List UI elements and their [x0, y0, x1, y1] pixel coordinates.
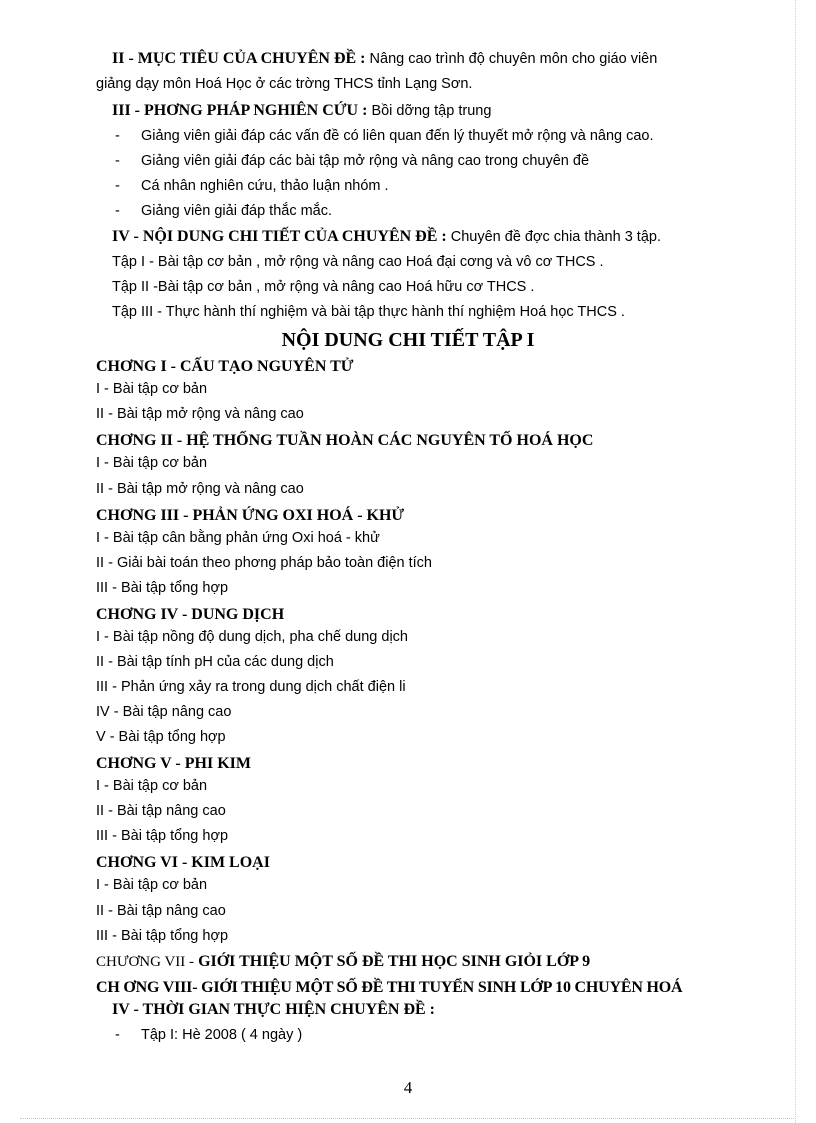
chapter-item: II - Giải bài toán theo phơng pháp bảo toàn điện tích [96, 555, 432, 571]
chapter-item: II - Bài tập nâng cao [96, 903, 226, 919]
objectives-text: Nâng cao trình độ chuyên môn cho giáo viên [369, 51, 658, 67]
chapter-item: II - Bài tập mở rộng và nâng cao [96, 406, 304, 422]
footer-divider [20, 1118, 796, 1119]
chapter-item: I - Bài tập cơ bản [96, 455, 208, 471]
methods-heading: III - PHƠNG PHÁP NGHIÊN CỨU : [112, 102, 368, 119]
chapter-item: III - Bài tập tổng hợp [96, 828, 229, 844]
schedule-item: - Tập I: Hè 2008 ( 4 ngày ) [115, 1027, 303, 1043]
volume-item: Tập II -Bài tập cơ bản , mở rộng và nâng cao Hoá hữu cơ THCS . [112, 279, 535, 295]
objectives-line-2: giảng dạy môn Hoá Học ở các trờng THCS tỉnh Lạng Sơn. [96, 76, 473, 92]
page-number: 4 [403, 1078, 413, 1097]
chapter-title: CHƠNG I - CẤU TẠO NGUYÊN TỬ [96, 358, 354, 375]
chapter-title: CHƠNG III - PHẢN ỨNG OXI HOÁ - KHỬ [96, 507, 405, 524]
chapter-item: II - Bài tập nâng cao [96, 803, 226, 819]
chapter-title: CHƠNG VI - KIM LOẠI [96, 854, 270, 871]
objectives-line-1 [112, 50, 657, 68]
chapter-item: I - Bài tập nồng độ dung dịch, pha chế dung dịch [96, 629, 408, 645]
objectives-heading: II - MỤC TIÊU CỦA CHUYÊN ĐỀ : [112, 50, 366, 67]
schedule-heading: IV - THỜI GIAN THỰC HIỆN CHUYÊN ĐỀ : [112, 1001, 436, 1018]
chapter-8-title: CH ƠNG VIII- GIỚI THIỆU MỘT SỐ ĐỀ THI TUYỂN SINH LỚP 10 CHUYÊN HOÁ [96, 979, 683, 996]
content-line [112, 228, 661, 246]
chapter-item: I - Bài tập cơ bản [96, 381, 208, 397]
method-item: - Giảng viên giải đáp các vấn đề có liên quan đến lý thuyết mở rộng và nâng cao. [115, 128, 654, 144]
method-item: - Giảng viên giải đáp thắc mắc. [115, 203, 333, 219]
chapter-item: I - Bài tập cơ bản [96, 877, 208, 893]
chapter-7-line [96, 953, 590, 971]
chapter-item: I - Bài tập cân bằng phản ứng Oxi hoá - khử [96, 530, 380, 546]
chapter-item: II - Bài tập tính pH của các dung dịch [96, 654, 334, 670]
chapter-7-title: GIỚI THIỆU MỘT SỐ ĐỀ THI HỌC SINH GIỎI LỚP 9 [198, 953, 591, 970]
chapter-7-prefix: CHƯƠNG VII - [96, 954, 195, 970]
volume-item: Tập I - Bài tập cơ bản , mở rộng và nâng cao Hoá đại cơng và vô cơ THCS . [112, 254, 604, 270]
content-heading: IV - NỘI DUNG CHI TIẾT CỦA CHUYÊN ĐỀ : [112, 228, 447, 245]
chapter-title: CHƠNG II - HỆ THỐNG TUẦN HOÀN CÁC NGUYÊN TỐ HOÁ HỌC [96, 432, 594, 449]
chapter-item: III - Phản ứng xảy ra trong dung dịch chất điện li [96, 679, 406, 695]
chapter-title: CHƠNG IV - DUNG DỊCH [96, 606, 285, 623]
method-item: - Cá nhân nghiên cứu, thảo luận nhóm . [115, 178, 389, 194]
chapter-title: CHƠNG V - PHI KIM [96, 755, 251, 772]
methods-line [112, 102, 491, 120]
chapter-item: II - Bài tập mở rộng và nâng cao [96, 481, 304, 497]
margin-divider [795, 0, 796, 1123]
main-title: NỘI DUNG CHI TIẾT TẬP I [281, 329, 535, 351]
chapter-item: IV - Bài tập nâng cao [96, 704, 232, 720]
chapter-item: III - Bài tập tổng hợp [96, 928, 229, 944]
chapter-item: III - Bài tập tổng hợp [96, 580, 229, 596]
chapter-item: V - Bài tập tổng hợp [96, 729, 226, 745]
methods-text: Bồi dỡng tập trung [371, 103, 492, 119]
volume-item: Tập III - Thực hành thí nghiệm và bài tập thực hành thí nghiệm Hoá học THCS . [112, 304, 625, 320]
method-item: - Giảng viên giải đáp các bài tập mở rộng và nâng cao trong chuyên đề [115, 153, 590, 169]
chapter-item: I - Bài tập cơ bản [96, 778, 208, 794]
content-text: Chuyên đề đợc chia thành 3 tập. [450, 229, 661, 245]
